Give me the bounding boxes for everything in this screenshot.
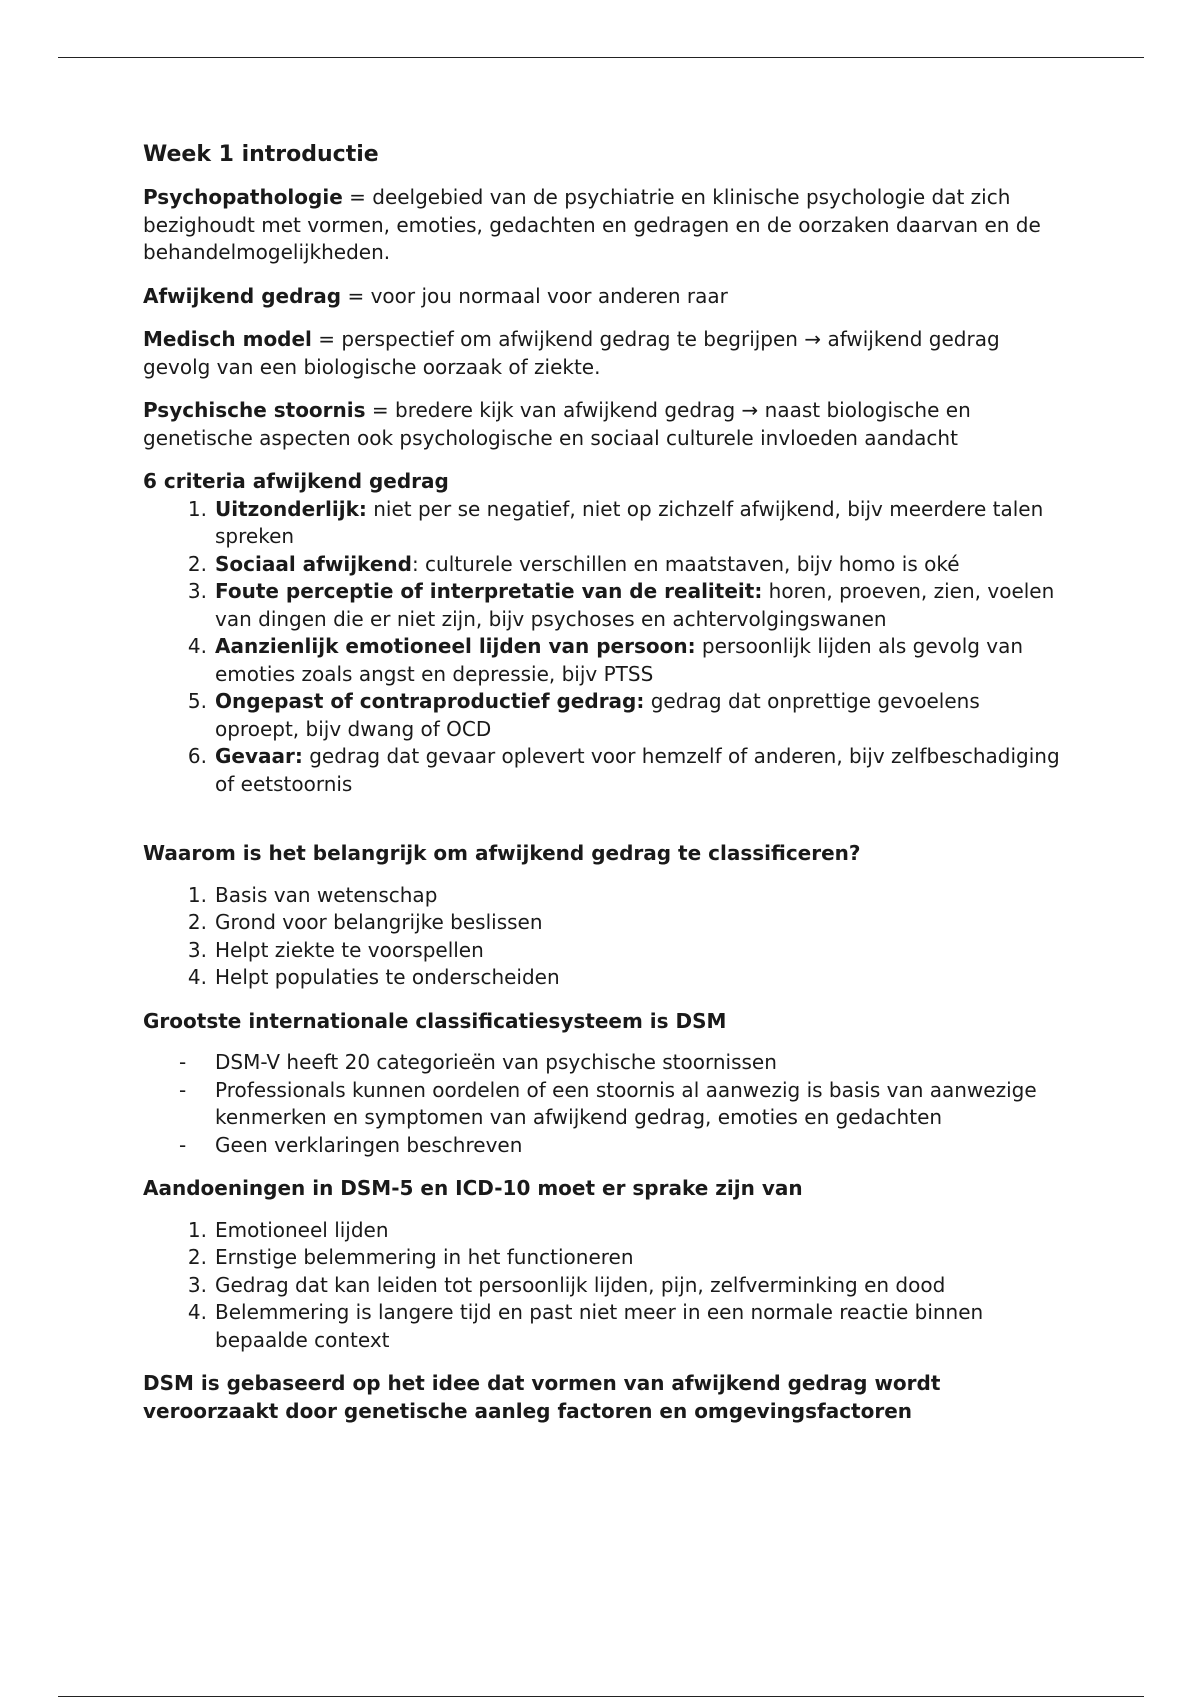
definition-term: Psychische stoornis [143, 398, 366, 422]
dsm-list [143, 1049, 1063, 1159]
definition-text: perspectief om afwijkend gedrag te begrijpen → afwijkend gedrag gevolg van een biologische oorzaak of ziekte. [143, 327, 1000, 379]
list-item: 1. Basis van wetenschap [187, 882, 438, 907]
list-item: - Professionals kunnen oordelen of een stoornis al aanwezig is basis van aanwezige kenmerken en symptomen van afwijkend gedrag, emoties en gedachten [179, 1077, 1037, 1129]
conditions-list [143, 1217, 1063, 1355]
criteria-list [143, 496, 1063, 799]
list-item: 5. Ongepast of contraproductief gedrag: gedrag dat onprettige gevoelens oproept, bijv dwang of OCD [187, 689, 980, 741]
definition-text: bredere kijk van afwijkend gedrag → naast biologische en genetische aspecten ook psychologische en sociaal culturele invloeden aandacht [143, 398, 971, 450]
definition-psychische-stoornis: Psychische stoornis = bredere kijk van afwijkend gedrag → naast biologische en genetische aspecten ook psychologische en sociaal culturele invloeden aandacht [143, 398, 971, 450]
list-item: 1. Emotioneel lijden [187, 1217, 389, 1242]
definition-term: Medisch model [143, 327, 312, 351]
list-item: 3. Foute perceptie of interpretatie van de realiteit: horen, proeven, zien, voelen van dingen die er niet zijn, bijv psychoses en achtervolgingswanen [187, 579, 1055, 631]
list-item: 2. Sociaal afwijkend: culturele verschillen en maatstaven, bijv homo is oké [187, 551, 960, 576]
classify-list [143, 882, 1063, 992]
list-item: 2. Ernstige belemmering in het functioneren [187, 1245, 634, 1269]
document-body [143, 140, 1063, 1425]
list-item: 4. Aanzienlijk emotioneel lijden van persoon: persoonlijk lijden als gevolg van emoties zoals angst en depressie, bijv PTSS [187, 634, 1024, 686]
page-title: Week 1 introductie [143, 142, 379, 167]
list-item: 1. Uitzonderlijk: niet per se negatief, niet op zichzelf afwijkend, bijv meerdere talen spreken [187, 496, 1044, 548]
definition-medisch-model: Medisch model = perspectief om afwijkend gedrag te begrijpen → afwijkend gedrag gevolg van een biologische oorzaak of ziekte. [143, 327, 1000, 379]
definition-term: Afwijkend gedrag [143, 283, 342, 308]
conditions-heading: Aandoeningen in DSM-5 en ICD-10 moet er sprake zijn van [143, 1176, 803, 1200]
definition-psychopathologie: Psychopathologie = deelgebied van de psychiatrie en klinische psychologie dat zich bezighoudt met vormen, emoties, gedachten en gedragen en de oorzaken daarvan en de behandelmogelijkheden. [143, 185, 1041, 264]
list-item: 3. Helpt ziekte te voorspellen [187, 937, 484, 962]
list-item: 4. Helpt populaties te onderscheiden [187, 965, 560, 989]
bottom-rule [58, 1696, 1144, 1697]
list-item: - DSM-V heeft 20 categorieën van psychische stoornissen [179, 1050, 777, 1074]
closing-statement: DSM is gebaseerd op het idee dat vormen van afwijkend gedrag wordt veroorzaakt door genetische aanleg factoren en omgevingsfactoren [143, 1371, 941, 1423]
top-rule [58, 57, 1144, 58]
list-item: 2. Grond voor belangrijke beslissen [187, 910, 543, 934]
dsm-heading: Grootste internationale classificatiesysteem is DSM [143, 1008, 727, 1033]
definition-text: deelgebied van de psychiatrie en klinische psychologie dat zich bezighoudt met vormen, emoties, gedachten en gedragen en de oorzaken daarvan en de behandelmogelijkheden. [143, 185, 1041, 264]
list-item: 6. Gevaar: gedrag dat gevaar oplevert voor hemzelf of anderen, bijv zelfbeschadiging of eetstoornis [187, 744, 1060, 796]
classify-heading: Waarom is het belangrijk om afwijkend gedrag te classificeren? [143, 841, 861, 865]
list-item: 3. Gedrag dat kan leiden tot persoonlijk lijden, pijn, zelfverminking en dood [187, 1272, 946, 1297]
criteria-heading: 6 criteria afwijkend gedrag [143, 469, 449, 493]
list-item: 4. Belemmering is langere tijd en past niet meer in een normale reactie binnen bepaalde context [187, 1300, 984, 1352]
definition-term: Psychopathologie [143, 185, 343, 209]
definition-afwijkend-gedrag: Afwijkend gedrag = voor jou normaal voor anderen raar [143, 283, 728, 308]
list-item: - Geen verklaringen beschreven [179, 1132, 523, 1157]
definition-text: voor jou normaal voor anderen raar [370, 283, 728, 308]
